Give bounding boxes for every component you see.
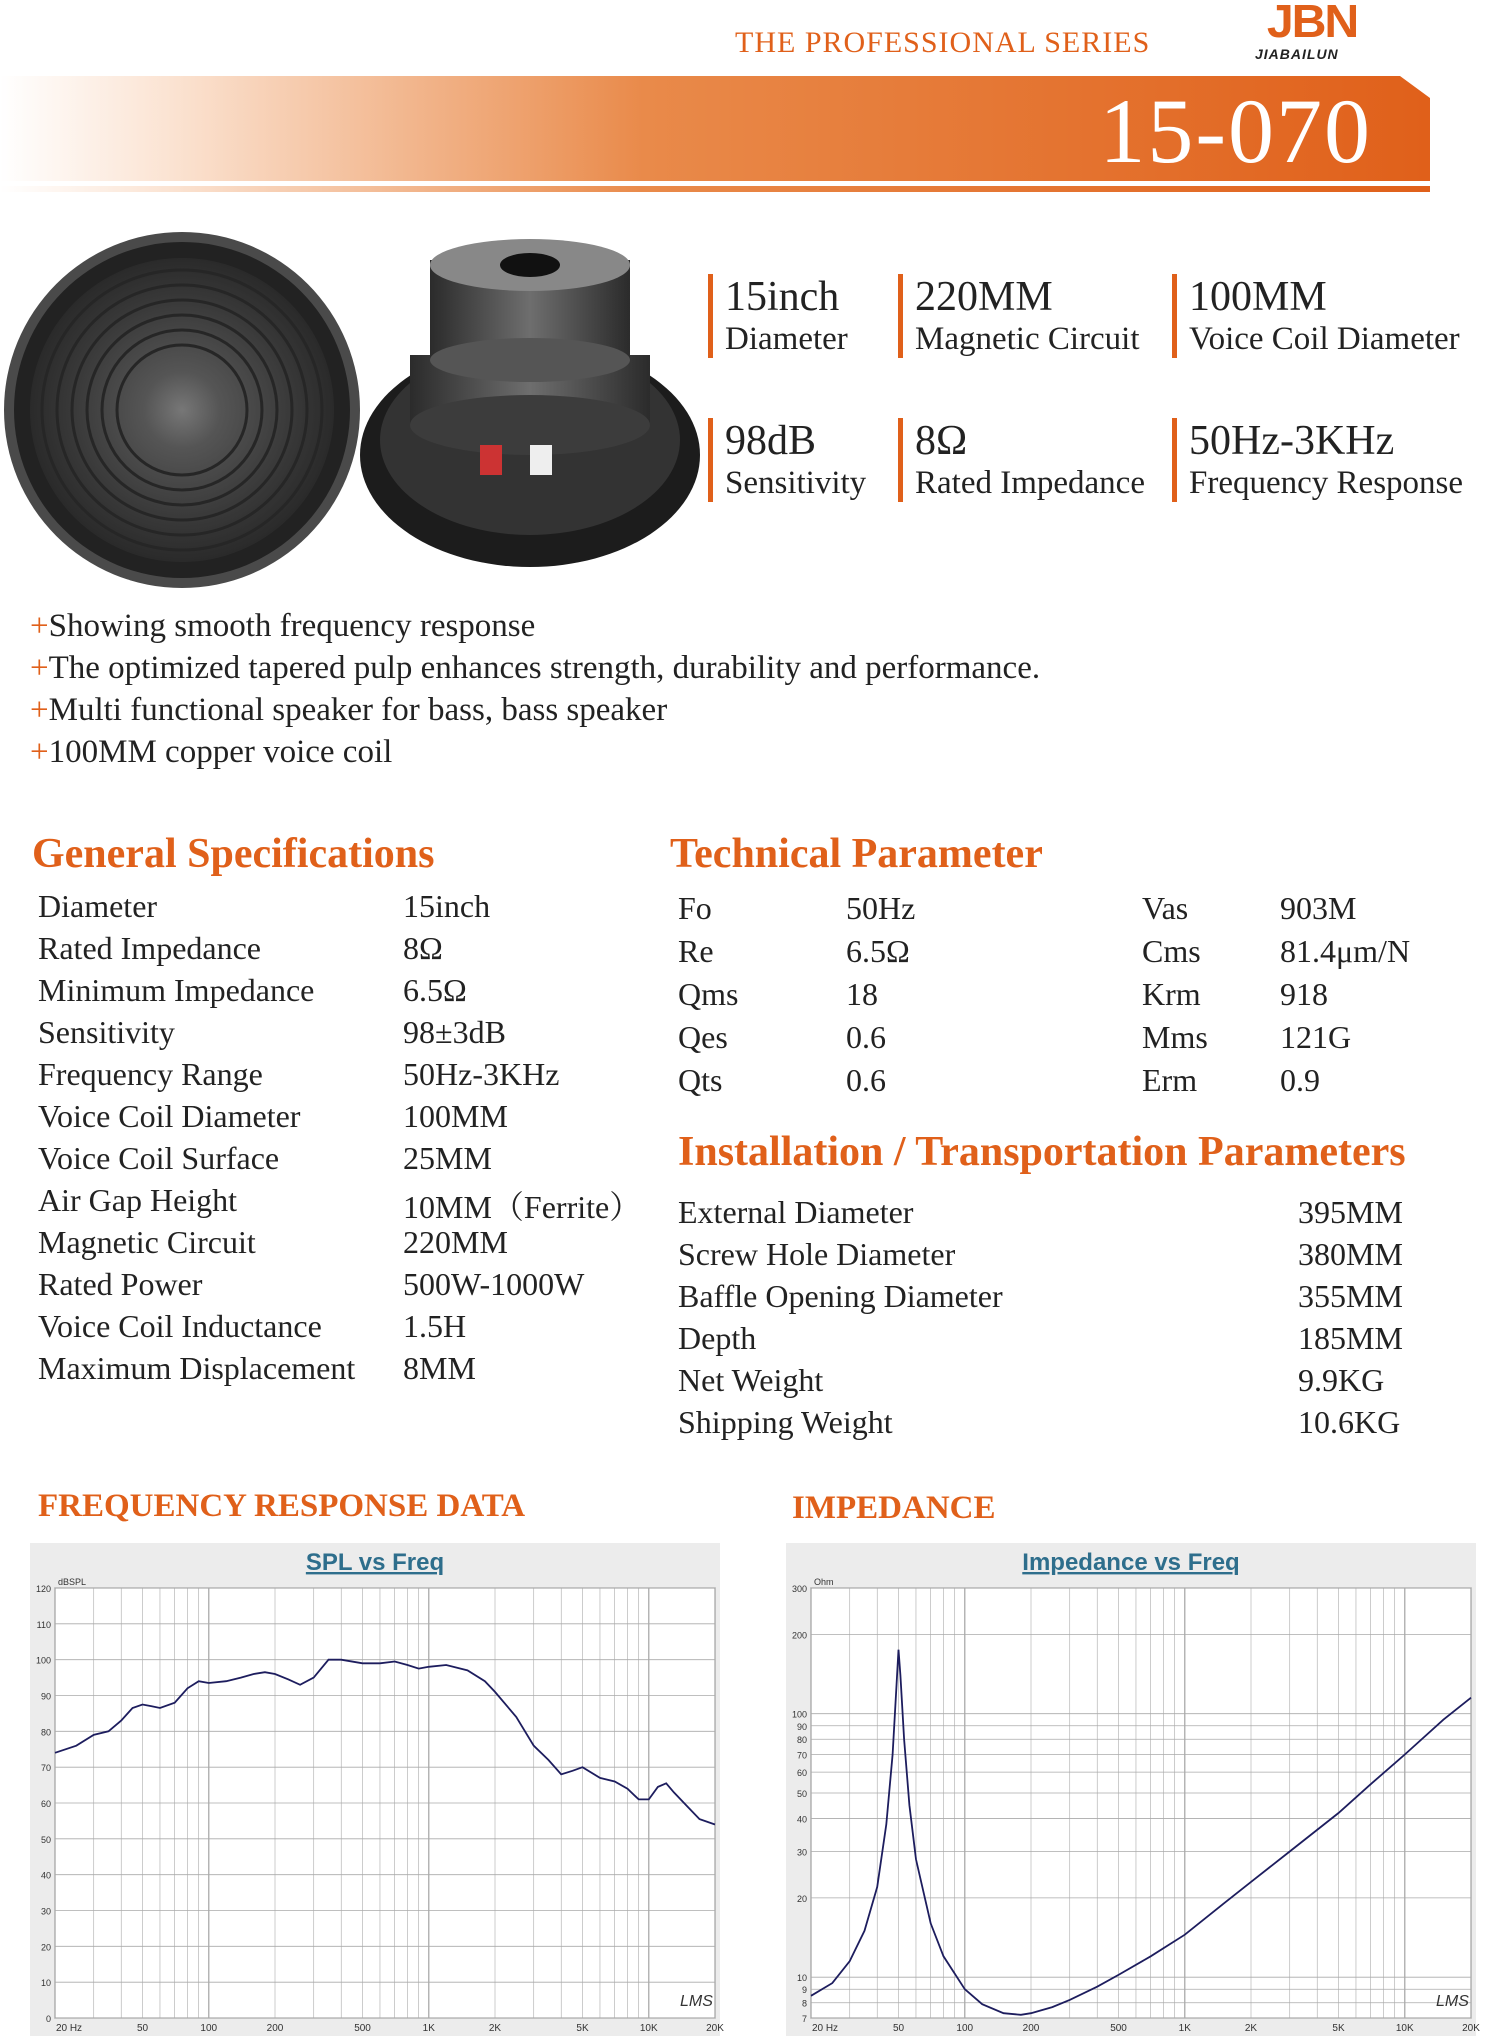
y-axis-label: dBSPL — [58, 1577, 87, 1587]
chart-title: SPL vs Freq — [305, 1549, 445, 1576]
spec-value: 1.5H — [403, 1308, 467, 1344]
key-spec-sensitivity — [708, 418, 866, 502]
key-spec-label: Rated Impedance — [915, 465, 1145, 501]
key-spec-label: Voice Coil Diameter — [1189, 321, 1460, 357]
key-spec-frequency — [1172, 418, 1463, 502]
impedance-chart — [786, 1543, 1480, 2036]
feature-item: +Multi functional speaker for bass, bass speaker — [30, 692, 668, 728]
spec-value: 50Hz-3KHz — [403, 1056, 560, 1092]
x-tick-label: 200 — [266, 2023, 284, 2034]
x-tick-label: 50 — [892, 2023, 905, 2034]
logo-subtitle: JIABAILUN — [1255, 46, 1339, 62]
install-label: Screw Hole Diameter — [678, 1236, 956, 1272]
x-tick-label: 20 Hz — [811, 2023, 839, 2034]
key-spec-value: 8Ω — [915, 418, 968, 464]
y-tick-label: 40 — [796, 1814, 807, 1825]
y-tick-label: 90 — [796, 1721, 807, 1732]
install-value: 355MM — [1298, 1278, 1403, 1314]
key-spec-value: 100MM — [1189, 274, 1327, 320]
y-tick-label: 10 — [796, 1973, 807, 1984]
install-label: Depth — [678, 1320, 757, 1356]
key-spec-label: Diameter — [725, 321, 848, 357]
install-label: Shipping Weight — [678, 1404, 893, 1440]
spec-value: 500W-1000W — [403, 1266, 585, 1302]
y-tick-label: 50 — [40, 1834, 51, 1845]
spec-label: Diameter — [38, 888, 158, 924]
param-name: Qes — [678, 1019, 728, 1055]
key-spec-impedance — [898, 418, 1145, 502]
y-tick-label: 80 — [796, 1735, 807, 1746]
key-spec-value: 15inch — [725, 274, 840, 320]
key-spec-label: Magnetic Circuit — [915, 321, 1140, 357]
installation-title: Installation / Transportation Parameters — [678, 1129, 1406, 1175]
param-name: Mms — [1142, 1019, 1208, 1055]
y-tick-label: 9 — [801, 1985, 807, 1996]
param-name: Erm — [1142, 1062, 1198, 1098]
y-tick-label: 10 — [40, 1978, 51, 1989]
param-value: 6.5Ω — [846, 933, 910, 969]
feature-item: +The optimized tapered pulp enhances strength, durability and performance. — [30, 650, 1041, 686]
y-tick-label: 200 — [791, 1630, 807, 1641]
spec-label: Air Gap Height — [38, 1182, 238, 1218]
param-value: 121G — [1280, 1019, 1352, 1055]
y-tick-label: 40 — [40, 1870, 51, 1881]
param-value: 0.6 — [846, 1062, 886, 1098]
y-tick-label: 100 — [791, 1709, 807, 1720]
spl-chart — [30, 1543, 724, 2036]
y-tick-label: 30 — [40, 1906, 51, 1917]
key-spec-value: 98dB — [725, 418, 817, 464]
y-tick-label: 0 — [45, 2014, 51, 2024]
param-value: 81.4μm/N — [1280, 933, 1411, 969]
x-tick-label: 100 — [956, 2023, 974, 2034]
spec-value: 98±3dB — [403, 1014, 506, 1050]
speaker-rear-image — [360, 239, 700, 567]
param-name: Qms — [678, 976, 739, 1012]
key-spec-value: 50Hz-3KHz — [1189, 418, 1395, 464]
y-tick-label: 60 — [796, 1768, 807, 1779]
spec-value: 220MM — [403, 1224, 508, 1260]
y-tick-label: 80 — [40, 1727, 51, 1738]
spec-value: 10MM（Ferrite） — [403, 1189, 642, 1225]
x-tick-label: 500 — [1110, 2023, 1127, 2034]
param-value: 0.9 — [1280, 1062, 1320, 1098]
spec-label: Rated Impedance — [38, 930, 261, 966]
lms-watermark: LMS — [1436, 1993, 1469, 2010]
x-tick-label: 5K — [1332, 2023, 1345, 2034]
spec-label: Minimum Impedance — [38, 972, 315, 1008]
install-label: External Diameter — [678, 1194, 914, 1230]
x-tick-label: 20K — [1462, 2023, 1480, 2034]
param-name: Fo — [678, 890, 712, 926]
x-tick-label: 5K — [576, 2023, 589, 2034]
spec-label: Rated Power — [38, 1266, 203, 1302]
param-value: 903M — [1280, 890, 1357, 926]
spec-label: Frequency Range — [38, 1056, 263, 1092]
x-tick-label: 100 — [200, 2023, 218, 2034]
x-tick-label: 50 — [136, 2023, 149, 2034]
param-name: Re — [678, 933, 714, 969]
install-label: Net Weight — [678, 1362, 824, 1398]
key-spec-label: Frequency Response — [1189, 465, 1464, 501]
x-tick-label: 10K — [1395, 2023, 1414, 2034]
x-tick-label: 10K — [639, 2023, 658, 2034]
spec-label: Voice Coil Surface — [38, 1140, 280, 1176]
feature-item: +Showing smooth frequency response — [30, 608, 536, 644]
technical-title: Technical Parameter — [670, 831, 1043, 877]
param-name: Vas — [1142, 890, 1189, 926]
param-name: Qts — [678, 1062, 723, 1098]
spec-value: 100MM — [403, 1098, 508, 1134]
x-tick-label: 2K — [488, 2023, 502, 2034]
install-value: 9.9KG — [1298, 1362, 1385, 1398]
param-value: 918 — [1280, 976, 1328, 1012]
spec-value: 6.5Ω — [403, 972, 467, 1008]
feature-item: +100MM copper voice coil — [30, 734, 393, 770]
param-value: 0.6 — [846, 1019, 886, 1055]
y-tick-label: 120 — [35, 1584, 51, 1594]
y-axis-label: Ohm — [814, 1577, 834, 1587]
general-specs-title: General Specifications — [32, 831, 435, 877]
x-tick-label: 20 Hz — [55, 2023, 83, 2034]
y-tick-label: 7 — [801, 2014, 807, 2024]
y-tick-label: 50 — [796, 1789, 807, 1800]
key-spec-diameter — [708, 274, 848, 358]
spec-value: 8Ω — [403, 930, 443, 966]
spec-label: Sensitivity — [38, 1014, 175, 1050]
freq-response-title: FREQUENCY RESPONSE DATA — [38, 1488, 526, 1524]
speaker-front-image — [4, 232, 360, 588]
y-tick-label: 90 — [40, 1691, 51, 1702]
logo-mark: JBN — [1266, 0, 1358, 47]
key-spec-magnetic-circuit — [898, 274, 1140, 358]
install-value: 380MM — [1298, 1236, 1403, 1272]
chart-title: Impedance vs Freq — [1022, 1549, 1240, 1576]
series-title: THE PROFESSIONAL SERIES — [735, 26, 1151, 59]
x-tick-label: 1K — [1178, 2023, 1191, 2034]
y-tick-label: 8 — [801, 1998, 807, 2009]
install-value: 185MM — [1298, 1320, 1403, 1356]
x-tick-label: 2K — [1244, 2023, 1258, 2034]
y-tick-label: 300 — [791, 1584, 807, 1594]
feature-list — [30, 605, 1040, 773]
x-tick-label: 200 — [1022, 2023, 1040, 2034]
spec-label: Voice Coil Inductance — [38, 1308, 322, 1344]
install-value: 10.6KG — [1298, 1404, 1401, 1440]
key-spec-voice-coil — [1172, 274, 1460, 358]
y-tick-label: 70 — [40, 1763, 51, 1774]
y-tick-label: 110 — [36, 1619, 51, 1630]
spec-label: Magnetic Circuit — [38, 1224, 256, 1260]
y-tick-label: 60 — [40, 1799, 51, 1809]
x-tick-label: 20K — [706, 2023, 724, 2034]
install-value: 395MM — [1298, 1194, 1403, 1230]
param-name: Krm — [1142, 976, 1201, 1012]
spec-label: Maximum Displacement — [38, 1350, 356, 1386]
y-tick-label: 100 — [35, 1655, 51, 1666]
impedance-title: IMPEDANCE — [792, 1490, 996, 1526]
model-number: 15-070 — [1099, 80, 1372, 182]
brand-logo — [1255, 0, 1385, 60]
install-label: Baffle Opening Diameter — [678, 1278, 1003, 1314]
key-spec-label: Sensitivity — [725, 465, 867, 501]
spec-value: 15inch — [403, 888, 491, 924]
spec-label: Voice Coil Diameter — [38, 1098, 301, 1134]
y-tick-label: 70 — [796, 1750, 807, 1761]
y-tick-label: 30 — [796, 1847, 807, 1858]
param-name: Cms — [1142, 933, 1201, 969]
spec-value: 25MM — [403, 1140, 492, 1176]
key-spec-value: 220MM — [915, 274, 1053, 320]
y-tick-label: 20 — [796, 1893, 807, 1904]
param-value: 18 — [846, 976, 878, 1012]
x-tick-label: 1K — [422, 2023, 435, 2034]
spec-value: 8MM — [403, 1350, 476, 1386]
x-tick-label: 500 — [354, 2023, 371, 2034]
speaker-photos — [0, 240, 710, 580]
y-tick-label: 20 — [40, 1942, 51, 1953]
lms-watermark: LMS — [680, 1993, 713, 2010]
param-value: 50Hz — [846, 890, 916, 926]
